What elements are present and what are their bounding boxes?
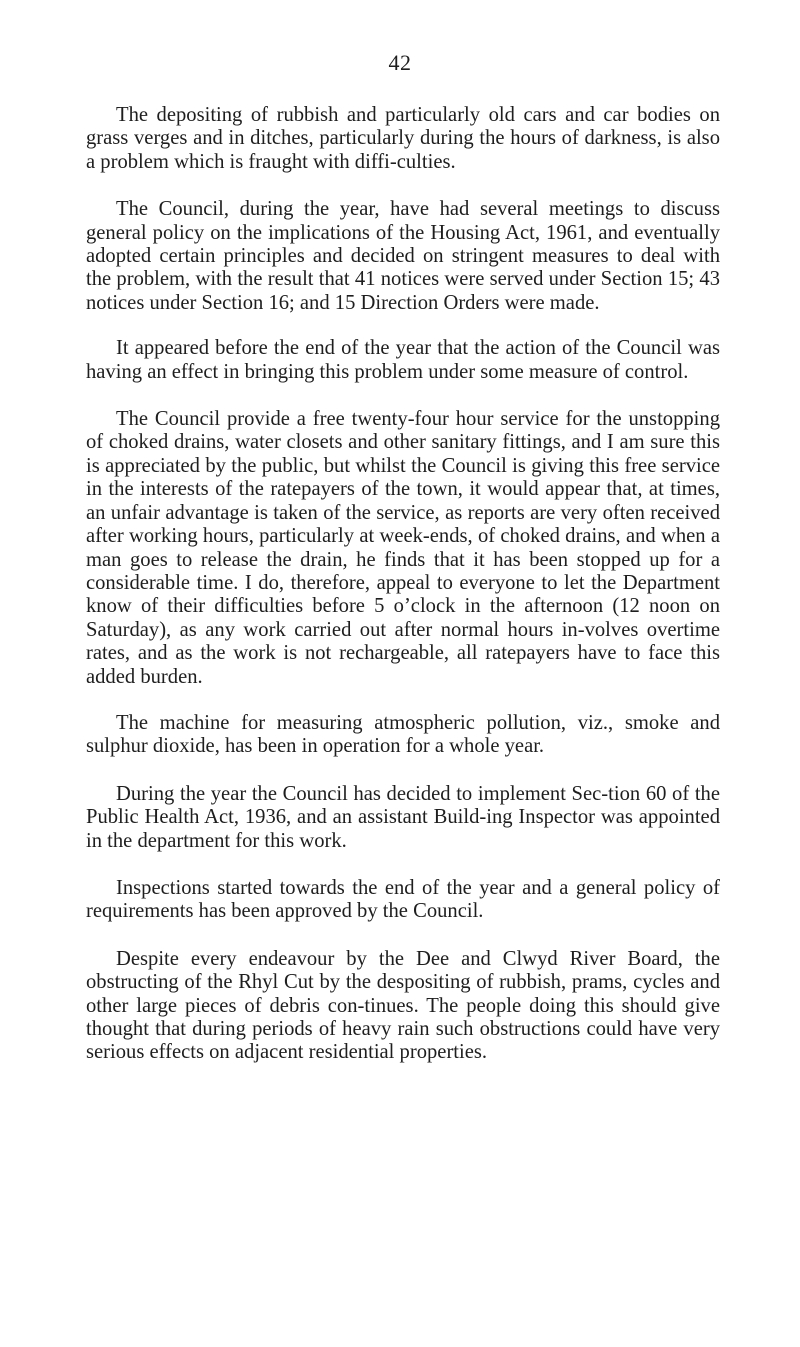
paragraph-control-measure: It appeared before the end of the year that the action of the Council was having an effect in bringing this problem under some measure of control. [86, 337, 720, 383]
paragraph-rubbish-deposits: The depositing of rubbish and particularly old cars and car bodies on grass verges and in ditches, particularly during the hours of darkness, is also a problem which is fraught with diffi-culties. [86, 104, 720, 173]
document-body [86, 104, 720, 1089]
paragraph-drain-service: The Council provide a free twenty-four hour service for the unstopping of choked drains, water closets and other sanitary fittings, and I am sure this is appreciated by the public, but whilst the Council is giving this free service in the interests of the ratepayers of the town, it would appear that, at times, an unfair advantage is taken of the service, as reports are very often received after working hours, particularly at week-ends, of choked drains, and when a man goes to release the drain, he finds that it has been stopped up for a considerable time. I do, therefore, appeal to everyone to let the Department know of their difficulties before 5 o’clock in the afternoon (12 noon on Saturday), as any work carried out after normal hours in-volves overtime rates, and as the work is not rechargeable, all ratepayers have to face this added burden. [86, 408, 720, 688]
page-number: 42 [388, 50, 412, 75]
paragraph-atmospheric-pollution: The machine for measuring atmospheric pollution, viz., smoke and sulphur dioxide, has been in operation for a whole year. [86, 711, 720, 758]
paragraph-rhyl-cut: Despite every endeavour by the Dee and Clwyd River Board, the obstructing of the Rhyl Cut by the despositing of rubbish, prams, cycles and other large pieces of debris con-tinues. The people doing this should give thought that during periods of heavy rain such obstructions could have very serious effects on adjacent residential properties. [86, 947, 720, 1064]
paragraph-housing-act: The Council, during the year, have had several meetings to discuss general policy on the implications of the Housing Act, 1961, and eventually adopted certain principles and decided on stringent measures to deal with the problem, with the result that 41 notices were served under Section 15; 43 notices under Section 16; and 15 Direction Orders were made. [86, 198, 720, 314]
paragraph-inspections: Inspections started towards the end of the year and a general policy of requirements has been approved by the Council. [86, 876, 720, 923]
paragraph-public-health-act: During the year the Council has decided to implement Sec-tion 60 of the Public Health Act, 1936, and an assistant Build-ing Inspector was appointed in the department for this work. [86, 782, 720, 852]
